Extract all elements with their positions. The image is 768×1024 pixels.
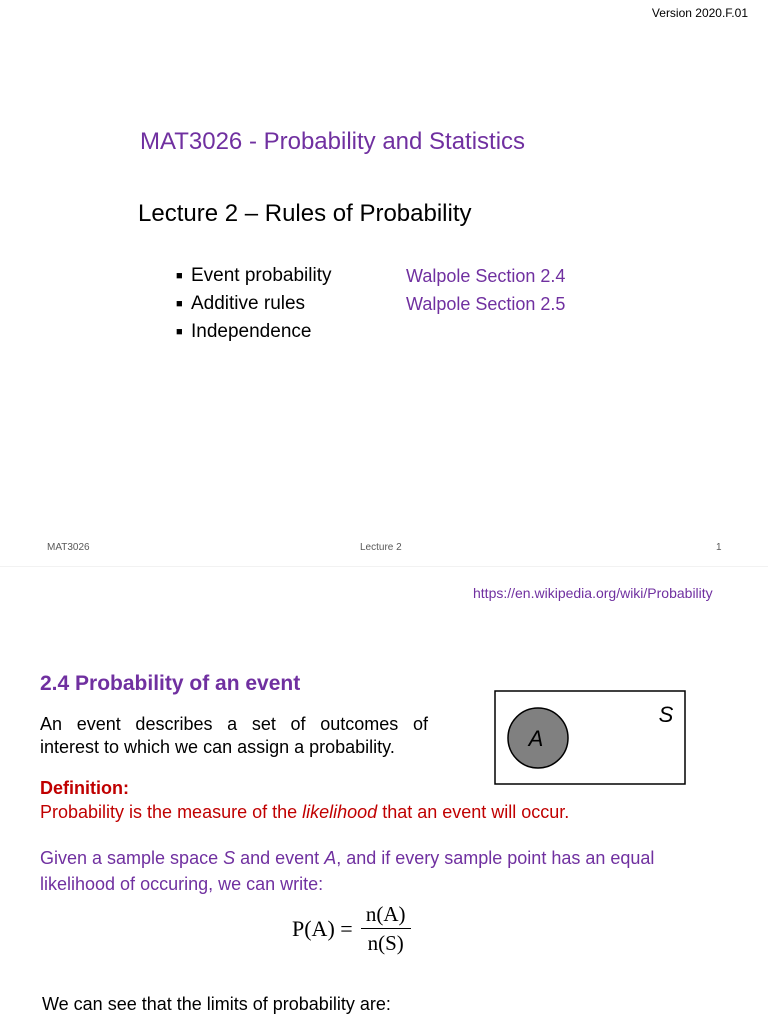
definition-text-emphasis: likelihood (302, 802, 378, 822)
formula-lhs: P(A) = (292, 915, 353, 941)
lecture-title: Lecture 2 – Rules of Probability (138, 200, 472, 227)
topic-reference: Walpole Section 2.4 (406, 266, 566, 286)
venn-diagram (494, 690, 686, 786)
topic-item (176, 262, 565, 290)
topic-item (176, 290, 565, 318)
given-text: and event (235, 848, 325, 868)
given-sample-space-symbol: S (223, 848, 236, 868)
given-line-2: likelihood of occuring, we can write: (40, 874, 324, 894)
section-heading: 2.4 Probability of an event (40, 672, 301, 695)
definition-text-pre: Probability is the measure of the (40, 802, 303, 822)
definition-text (40, 802, 569, 823)
footer-lecture: Lecture 2 (360, 542, 402, 553)
sample-space-label: S (658, 702, 674, 727)
footer-course: MAT3026 (47, 542, 90, 553)
intro-line-2: interest to which we can assign a probability. (40, 737, 395, 757)
topic-label: Independence (191, 321, 312, 342)
event-label: A (528, 726, 544, 751)
given-text: Given a sample space (40, 848, 224, 868)
formula-numerator: n(A) (365, 902, 406, 926)
limits-text: We can see that the limits of probability are: (42, 994, 391, 1014)
square-bullet-icon: ■ (176, 298, 183, 310)
topic-item (176, 318, 565, 346)
given-event-symbol: A (324, 848, 337, 868)
given-statement (40, 845, 654, 897)
intro-line-1: An event describes a set of outcomes of (40, 714, 428, 734)
course-title: MAT3026 - Probability and Statistics (140, 128, 526, 155)
version-label: Version 2020.F.01 (651, 6, 748, 20)
topic-label: Event probability (191, 265, 332, 286)
definition-label: Definition: (40, 778, 129, 798)
topic-list (176, 262, 565, 346)
reference-link[interactable]: https://en.wikipedia.org/wiki/Probability (473, 585, 713, 601)
given-text: , and if every sample point has an equal (336, 848, 655, 868)
fraction-bar (361, 928, 411, 929)
definition-text-post: that an event will occur. (377, 802, 570, 822)
formula-denominator: n(S) (367, 931, 404, 955)
probability-formula (292, 902, 411, 955)
slide-divider (0, 566, 768, 567)
square-bullet-icon: ■ (176, 270, 183, 282)
formula-fraction (361, 902, 411, 955)
footer-page-number: 1 (716, 542, 722, 553)
topic-reference: Walpole Section 2.5 (406, 294, 566, 314)
given-line-1 (40, 845, 654, 871)
square-bullet-icon: ■ (176, 326, 183, 338)
topic-label: Additive rules (191, 293, 306, 314)
